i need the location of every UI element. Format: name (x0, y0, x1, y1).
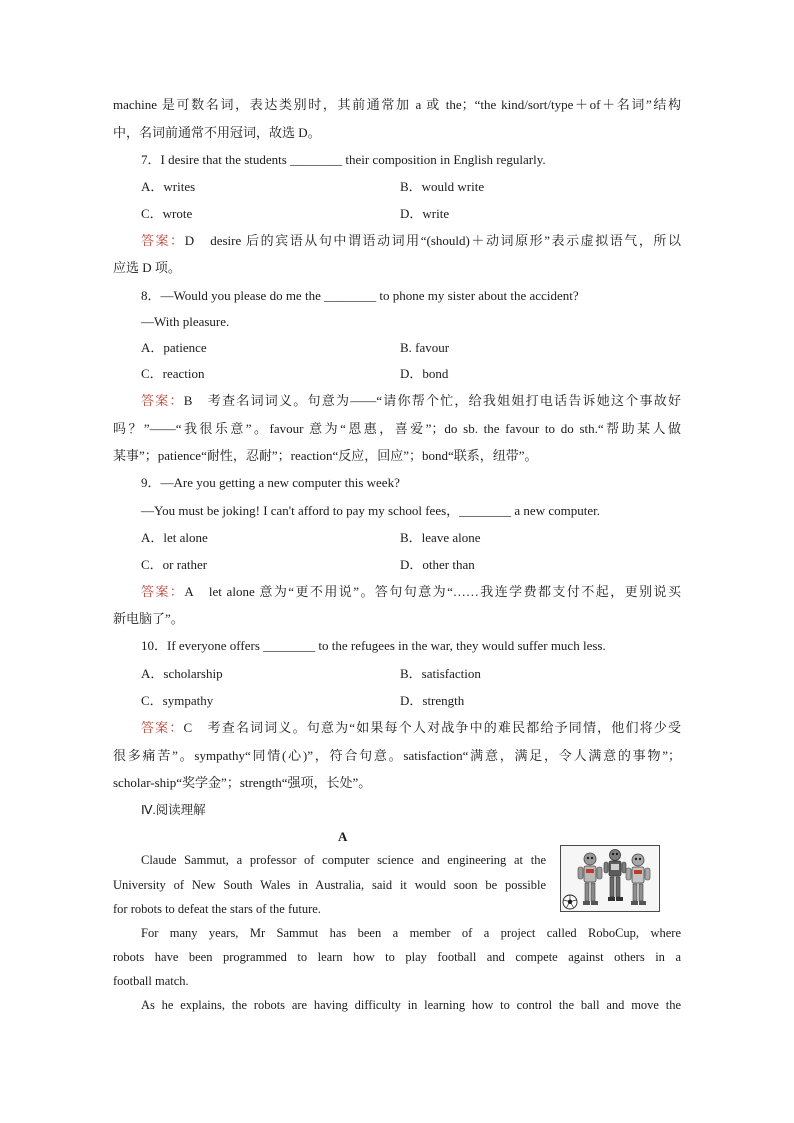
question-8-option-b: B. favour (400, 340, 450, 355)
question-7-option-d: D．write (400, 206, 450, 221)
question-10-stem: 10．If everyone offers ________ to the refugees in the war, they would suffer much less. (141, 638, 606, 653)
answer-label: 答案： (141, 233, 185, 248)
answer-label: 答案： (141, 720, 184, 735)
question-8-option-c: C．reaction (141, 366, 205, 381)
question-9-option-a: A．let alone (141, 530, 208, 545)
question-7-option-c: C．wrote (141, 206, 193, 221)
passage-p1-line-3: for robots to defeat the stars of the future. (113, 902, 321, 916)
question-8-stem: 8．—Would you please do me the ________ to phone my sister about the accident? (141, 288, 579, 303)
question-10-answer-line-1 (141, 720, 681, 736)
soccer-ball-icon (563, 895, 577, 909)
question-8-answer-line-3: 某事”；patience“耐性，忍耐”；reaction“反应，回应”；bond“联系，纽带”。 (113, 448, 538, 463)
section-title: Ⅳ.阅读理解 (141, 803, 206, 817)
question-10-option-d: D．strength (400, 693, 465, 708)
question-8-answer-line-1 (141, 393, 681, 409)
question-9-option-b: B．leave alone (400, 530, 481, 545)
passage-p2-line-1: For many years, Mr Sammut has been a member of a project called RoboCup, where (141, 926, 681, 940)
question-9-option-d: D．other than (400, 557, 475, 572)
question-7-option-a: A．writes (141, 179, 196, 194)
question-10-option-b: B．satisfaction (400, 666, 481, 681)
question-9-stem: 9．—Are you getting a new computer this week? (141, 475, 400, 490)
answer-text: A let alone 意为“更不用说”。答句句意为“……我连学费都支付不起，更别说买 (184, 584, 681, 599)
question-10-answer-line-3: scholar-ship“奖学金”；strength“强项，长处”。 (113, 775, 372, 790)
passage-p2-line-3: football match. (113, 974, 189, 988)
question-7-answer-line-2: 应选 D 项。 (113, 260, 181, 275)
question-9-answer-line-1 (141, 584, 681, 600)
question-10-answer-line-2: 很多痛苦”。sympathy“同情(心)”，符合句意。satisfaction“满意，满足，令人满意的事物”； (113, 748, 681, 763)
answer-label: 答案： (141, 393, 184, 408)
prev-answer-line-1: machine 是可数名词，表达类别时，其前通常加 a 或 the；“the kind/sort/type＋of＋名词”结构 (113, 97, 681, 112)
question-9-answer-line-2: 新电脑了”。 (113, 611, 184, 626)
answer-text: B 考查名词词义。句意为——“请你帮个忙，给我姐姐打电话告诉她这个事故好 (183, 393, 681, 408)
question-9-reply: —You must be joking! I can't afford to pay my school fees，________ a new computer. (141, 503, 600, 518)
question-7-answer-line-1 (141, 233, 681, 249)
question-8-reply: —With pleasure. (141, 314, 230, 329)
question-8-option-a: A．patience (141, 340, 207, 355)
question-10-option-a: A．scholarship (141, 666, 223, 681)
passage-p2-line-2: robots have been programmed to learn how to play football and compete against others in a (113, 950, 681, 964)
question-7-option-b: B．would write (400, 179, 485, 194)
passage-p1-line-2: University of New South Wales in Australia, said it would soon be possible (113, 878, 546, 892)
passage-p3-line-1: As he explains, the robots are having difficulty in learning how to control the ball and move the (141, 998, 681, 1012)
robots-football-illustration (560, 845, 660, 912)
question-10-option-c: C．sympathy (141, 693, 214, 708)
question-9-option-c: C．or rather (141, 557, 208, 572)
question-8-option-d: D．bond (400, 366, 449, 381)
passage-label: A (338, 829, 348, 844)
answer-text: D desire 后的宾语从句中谓语动词用“(should)＋动词原形”表示虚拟语气，所以 (184, 233, 681, 248)
prev-answer-line-2: 中，名词前通常不用冠词，故选 D。 (113, 125, 321, 140)
answer-label: 答案： (141, 584, 185, 599)
answer-text: C 考查名词词义。句意为“如果每个人对战争中的难民都给予同情，他们将少受 (183, 720, 681, 735)
question-8-answer-line-2: 吗？”——“我很乐意”。favour 意为“恩惠，喜爱”；do sb. the favour to do sth.“帮助某人做 (113, 421, 681, 436)
question-7-stem: 7．I desire that the students ________ their composition in English regularly. (141, 152, 546, 167)
passage-p1-line-1: Claude Sammut, a professor of computer science and engineering at the (141, 853, 546, 867)
